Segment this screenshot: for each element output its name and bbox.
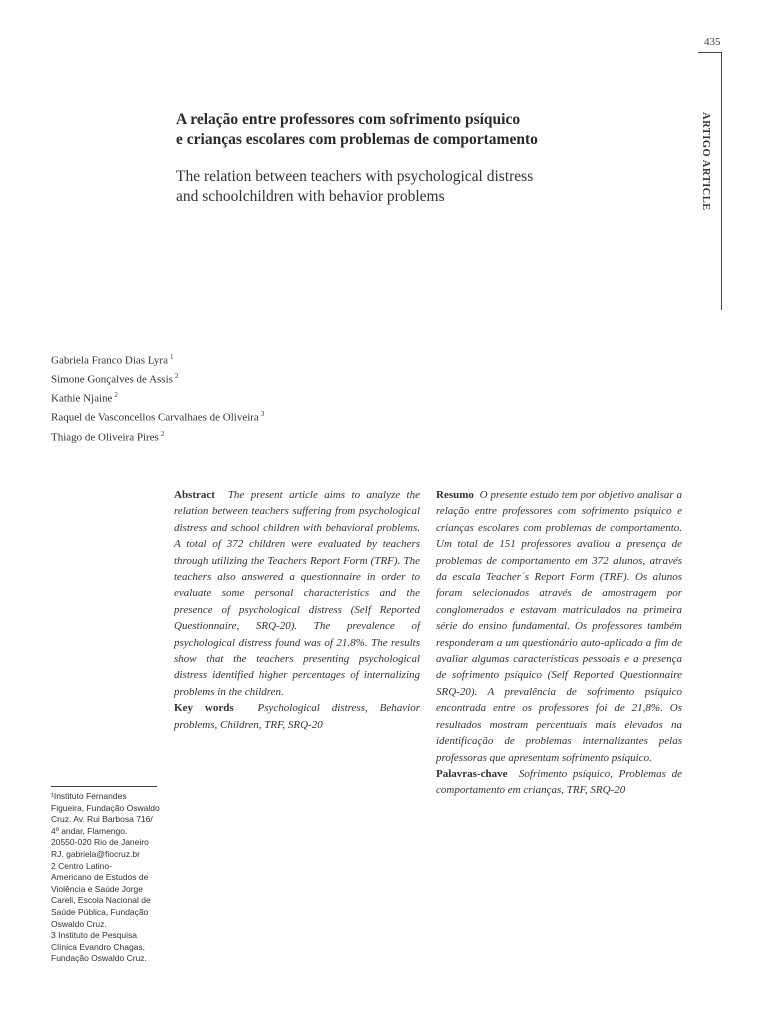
author-name: Thiago de Oliveira Pires <box>51 431 159 444</box>
title-en-line: and schoolchildren with behavior problems <box>176 188 445 205</box>
title-english <box>176 167 616 207</box>
footnote-line: Americano de Estudos de <box>51 872 149 883</box>
palavras-chave-text: Sofrimento psíquico, Problemas de comportamento em crianças, TRF, SRQ-20 <box>436 767 682 797</box>
header-rule-horizontal <box>698 52 722 53</box>
keywords-text: Psychological distress, Behavior problems, Children, TRF, SRQ-20 <box>174 702 420 731</box>
footnote-line: Saúde Pública, Fundação <box>51 906 149 917</box>
abstract-label: Abstract <box>174 489 215 501</box>
palavras-chave-paragraph <box>436 766 682 799</box>
footnote-line: Clínica Evandro Chagas, <box>51 941 146 952</box>
resumo-label: Resumo <box>436 489 474 501</box>
abstract-text: The present article aims to analyze the relation between teachers suffering from psychological distress and school children with behavioral problems. A total of 372 children were evaluated by teachers through utilizing the Teachers Report Form (TRF). The teachers also answered a questionnaire in order to evaluate some personal characteristics and the presence of psychological distress (Self Reported Questionnaire, SRQ-20). The prevalence of psychological distress found was of 21.8%. The results show that the teachers presenting psychological distress identified higher percentages of internalizing problems in the children. <box>174 489 420 698</box>
footnote-line: 3 Instituto de Pesquisa <box>51 930 138 941</box>
resumo-paragraph <box>436 487 682 766</box>
footnote-line: 20550-020 Rio de Janeiro <box>51 837 149 848</box>
title-pt-line: e crianças escolares com problemas de comportamento <box>176 131 538 148</box>
author <box>51 427 264 446</box>
footnote-line: Oswaldo Cruz. <box>51 918 107 929</box>
author-list <box>51 350 264 446</box>
author-name: Gabriela Franco Dias Lyra <box>51 354 168 367</box>
author-name: Raquel de Vasconcellos Carvalhaes de Oliveira <box>51 412 259 425</box>
footnote-line: Figueira, Fundação Oswaldo <box>51 802 160 813</box>
abstract-column <box>174 487 420 733</box>
footnote-rule <box>51 786 157 787</box>
footnote-line: Violência e Saúde Jorge <box>51 883 143 894</box>
footnote-line: 2 Centro Latino- <box>51 860 112 871</box>
palavras-chave-label: Palavras-chave <box>436 767 508 780</box>
resumo-text: O presente estudo tem por objetivo analisar a relação entre professores com sofrimento psíquico e crianças escolares com problemas de comportamento. Um total de 151 professores avaliou a presença de problemas de comportamento em 372 alunos, através da escala Teacher´s Report Form (TRF). Os alunos foram selecionados através de amostragem por conglomerados e estavam matriculados na primeira série do ensino fundamental. Os professores também responderam a um questionário auto-aplicado a fim de avaliar algumas características pessoais e a presença de sofrimento psíquico (Self Reported Questionnaire SRQ-20). A prevalência de sofrimento psíquico encontrada entre os professores foi de 21,8%. Os resultados mostram percentuais mais elevados na identificação de problemas internalizantes pelas professoras que apresentam sofrimento psíquico. <box>436 489 683 764</box>
footnote-line: Fundação Oswaldo Cruz. <box>51 953 147 964</box>
author-affiliation: 3 <box>260 410 265 419</box>
author-name: Simone Gonçalves de Assis <box>51 373 173 386</box>
author-affiliation: 2 <box>114 391 118 400</box>
abstract-paragraph <box>174 487 420 700</box>
keywords-label: Key words <box>174 702 234 715</box>
page-number: 435 <box>704 36 721 48</box>
header-rule-vertical <box>721 52 722 310</box>
title-portuguese <box>176 110 616 150</box>
author <box>51 369 264 388</box>
footnote-line: ¹Instituto Fernandes <box>51 791 127 801</box>
footnote-line: Careli, Escola Nacional de <box>51 895 151 906</box>
title-pt-line: A relação entre professores com sofrimento psíquico <box>176 111 521 128</box>
footnote-line: Cruz. Av. Rui Barbosa 716/ <box>51 814 153 825</box>
footnote-line: 4º andar, Flamengo. <box>51 825 128 836</box>
author-affiliation: 2 <box>174 372 179 381</box>
title-en-line: The relation between teachers with psychological distress <box>176 168 534 185</box>
affiliation-footnotes <box>51 791 163 965</box>
footnote-line: RJ. gabriela@fiocruz.br <box>51 848 140 859</box>
author <box>51 407 264 426</box>
author-name: Kathie Njaine <box>51 392 113 405</box>
keywords-paragraph <box>174 700 420 733</box>
resumo-column <box>436 487 682 799</box>
author-affiliation: 2 <box>160 429 165 438</box>
author <box>51 388 264 407</box>
author <box>51 350 264 369</box>
section-label: ARTIGO ARTICLE <box>700 112 711 211</box>
author-affiliation: 1 <box>169 353 174 361</box>
